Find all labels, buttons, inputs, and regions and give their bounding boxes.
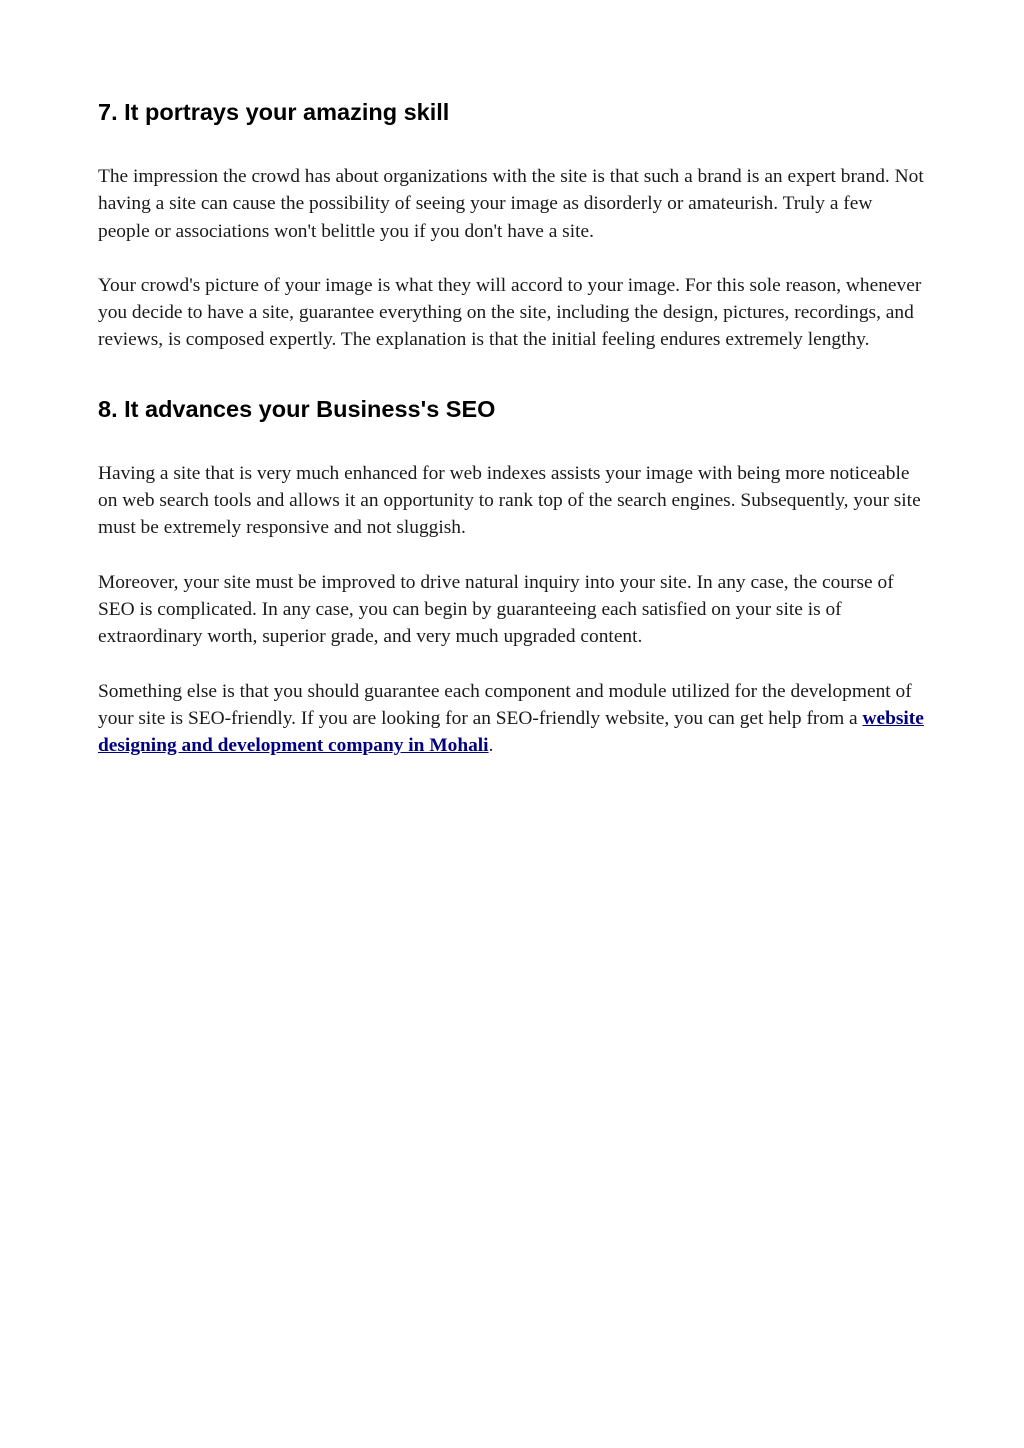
paragraph: Having a site that is very much enhanced for web indexes assists your image with being more noticeable on web search tools and allows it an opportunity to rank top of the search engines. Subsequently, your site must be extremely responsive and not sluggish. — [98, 462, 921, 539]
paragraph: The impression the crowd has about organizations with the site is that such a brand is an expert brand. Not having a site can cause the possibility of seeing your image as disorderly or amateurish. Truly a few people or associations won't belittle you if you don't have a site. — [98, 166, 924, 242]
paragraph: Moreover, your site must be improved to drive natural inquiry into your site. In any case, the course of SEO is complicated. In any case, you can begin by guaranteeing each satisfied on your site is of extraordinary worth, superior grade, and very much upgraded content. — [98, 571, 894, 648]
paragraph-text-end: . — [488, 735, 494, 757]
document-page — [98, 96, 928, 759]
section-heading: 7. It portrays your amazing skill — [98, 99, 450, 125]
section-amazing-skill — [98, 96, 928, 354]
section-business-seo — [98, 393, 928, 760]
paragraph: Your crowd's picture of your image is what they will accord to your image. For this sole reason, whenever you decide to have a site, guarantee everything on the site, including the design, pictures, recordings, and reviews, is composed expertly. The explanation is that the initial feeling endures extremely lengthy. — [98, 274, 922, 351]
section-heading: 8. It advances your Business's SEO — [98, 395, 496, 422]
company-link[interactable]: website designing and development company in Mohali — [98, 707, 924, 757]
paragraph-text: Something else is that you should guarantee each component and module utilized for the development of your site is SEO-friendly. If you are looking for an SEO-friendly website, you can get help from a — [98, 680, 912, 729]
paragraph-with-link — [98, 678, 928, 760]
